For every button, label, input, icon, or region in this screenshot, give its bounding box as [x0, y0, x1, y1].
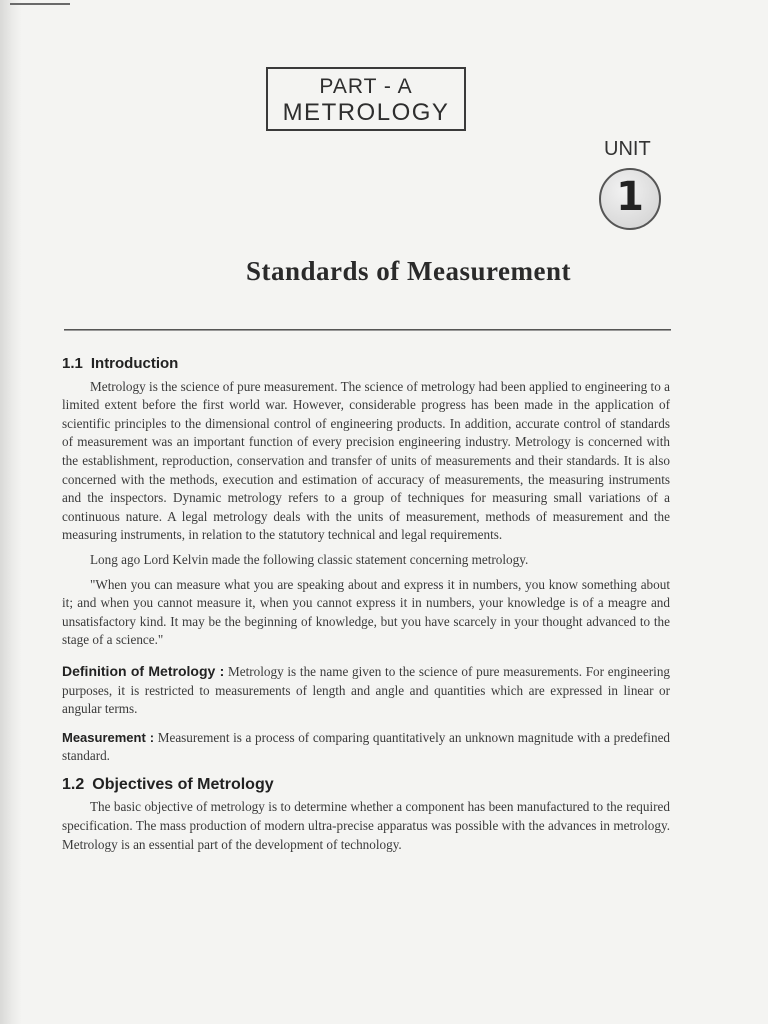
section-heading-1-1: [62, 355, 670, 374]
definition-paragraph: [62, 662, 670, 719]
part-label: PART - A: [319, 75, 413, 98]
page-body: [62, 355, 670, 854]
section-title: Objectives of Metrology: [92, 775, 274, 793]
chapter-title: Standards of Measurement: [246, 256, 571, 286]
measurement-paragraph: [62, 729, 670, 766]
definition-text: Metrology is the name given to the science of pure measurements. For engineering purposes, it is restricted to measurements of length and angle and quantities which are expressed in linear or angular terms.: [62, 663, 671, 717]
measurement-label: Measurement :: [62, 729, 155, 745]
part-title-box: [266, 67, 466, 131]
section-title: Introduction: [90, 355, 179, 372]
section-number: 1.2: [62, 775, 85, 793]
scan-top-mark: [10, 3, 70, 5]
measurement-text: Measurement is a process of comparing quantitatively an unknown magnitude with a predefined standard.: [62, 729, 671, 764]
section-number: 1.1: [62, 355, 83, 372]
scan-edge-shadow: [0, 0, 22, 1024]
section-heading-1-2: [62, 776, 670, 795]
objectives-paragraph: The basic objective of metrology is to determine whether a component has been manufactured to the required specification. The mass production of modern ultra-precise apparatus was possible with the advances in metrology. Metrology is an essential part of the development of technology.: [62, 799, 670, 852]
kelvin-quote: "When you can measure what you are speaking about and express it in numbers, you know something about it; and when you cannot measure it, when you cannot express it in numbers, your knowledge is of a meagre and unsatisfactory kind. It may be the beginning of knowledge, but you have scarcely in your thought advanced to the stage of a science.": [62, 576, 670, 648]
title-divider: [64, 329, 671, 331]
unit-number-badge: [599, 168, 661, 230]
part-name: METROLOGY: [282, 99, 450, 126]
unit-number: 1: [616, 174, 644, 220]
definition-label: Definition of Metrology :: [62, 662, 225, 679]
kelvin-intro-paragraph: Long ago Lord Kelvin made the following classic statement concerning metrology.: [90, 551, 529, 567]
intro-paragraph: Metrology is the science of pure measurement. The science of metrology had been applied to engineering to a limited extent before the first world war. However, considerable progress has been made in the application of scientific principles to the dimensional control of engineering products. In addition, accurate control of standards of measurement was an important function of every precision engineering industry. Metrology is concerned with the establishment, reproduction, conservation and transfer of units of measurements and their standards. It is also concerned with the methods, execution and estimation of accuracy of measurements, the measuring instruments and the inspectors. Dynamic metrology refers to a group of techniques for measuring small variations of a continuous nature. A legal metrology deals with the units of measurement, methods of measurement and the measuring instruments, in relation to the statutory technical and legal requirements.: [62, 378, 670, 543]
unit-label: UNIT: [604, 138, 651, 160]
